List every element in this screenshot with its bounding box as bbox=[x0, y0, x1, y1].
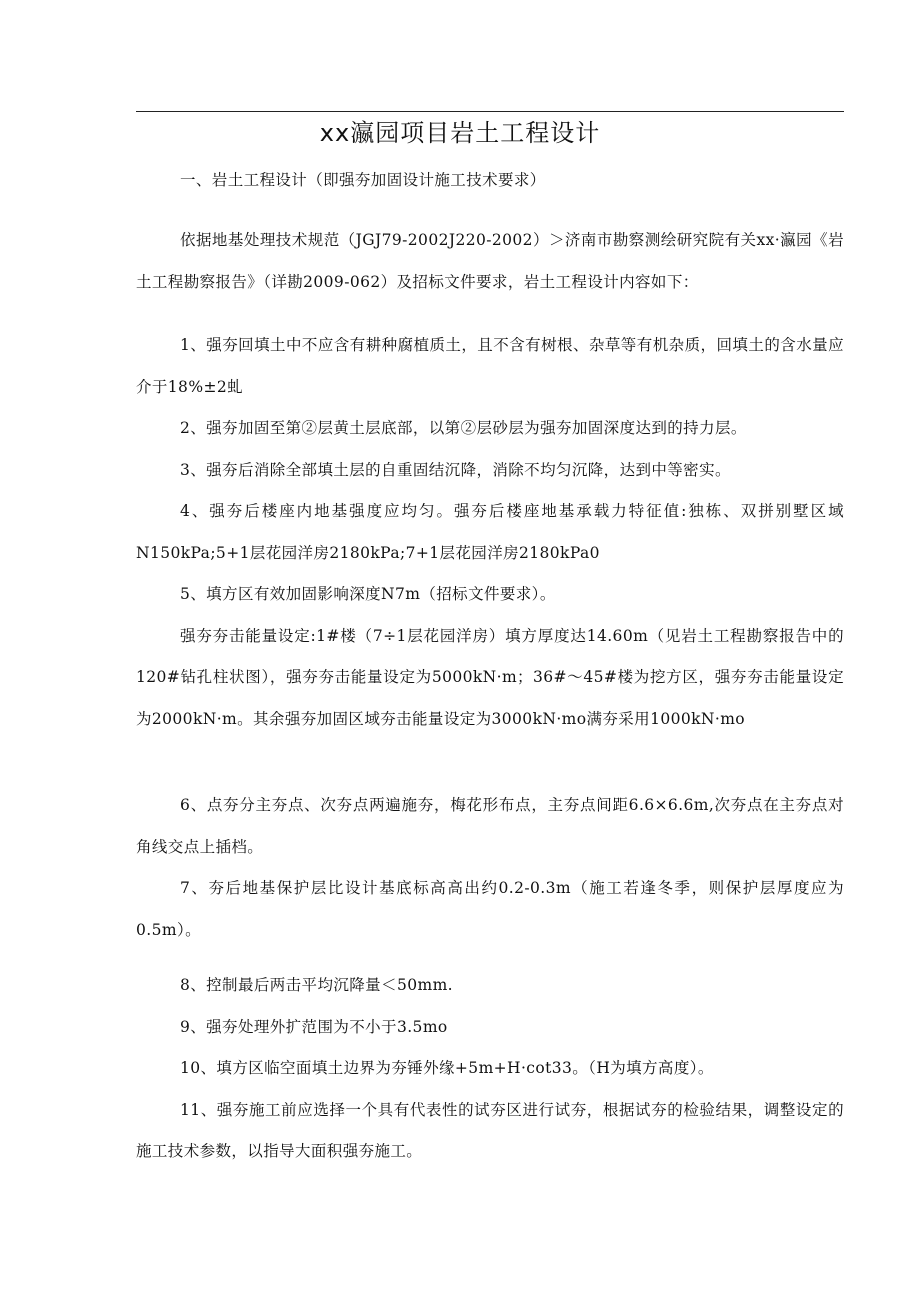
document-title: xx瀛园项目岩土工程设计 bbox=[319, 119, 601, 147]
section-heading: 一、岩土工程设计（即强夯加固设计施工技术要求） bbox=[180, 171, 546, 189]
requirement-item: 10、填方区临空面填土边界为夯锤外缘+5m+H·cot33。（H为填方高度）。 bbox=[180, 1059, 714, 1077]
energy-setting-paragraph: 强夯夯击能量设定:1#楼（7÷1层花园洋房）填方厚度达14.60m（见岩土工程勘察报告中的120#钻孔柱状图），强夯夯击能量设定为5000kN·m；36#～45#楼为挖方区，强夯夯击能量设定为2000kN·m。其余强夯加固区域夯击能量设定为3000kN·mo满夯采用1000kN·mo bbox=[136, 626, 844, 728]
requirements-list-part1 bbox=[136, 325, 844, 740]
requirements-list-part2 bbox=[136, 785, 844, 951]
intro-block bbox=[136, 220, 844, 303]
section-heading-block bbox=[136, 160, 844, 202]
requirement-item: 2、强夯加固至第②层黄土层底部，以第②层砂层为强夯加固深度达到的持力层。 bbox=[180, 419, 747, 437]
header-rule bbox=[136, 111, 844, 112]
requirement-item: 4、强夯后楼座内地基强度应均匀。强夯后楼座地基承载力特征值:独栋、双拼别墅区域N150kPa;5+1层花园洋房2180kPa;7+1层花园洋房2180kPa0 bbox=[136, 502, 844, 562]
requirement-item: 11、强夯施工前应选择一个具有代表性的试夯区进行试夯，根据试夯的检验结果，调整设定的施工技术参数，以指导大面积强夯施工。 bbox=[136, 1100, 844, 1160]
requirement-item: 6、点夯分主夯点、次夯点两遍施夯，梅花形布点，主夯点间距6.6×6.6m,次夯点在主夯点对角线交点上插档。 bbox=[136, 796, 844, 856]
requirements-list-part3 bbox=[136, 965, 844, 1173]
requirement-item: 3、强夯后消除全部填土层的自重固结沉降，消除不均匀沉降，达到中等密实。 bbox=[180, 460, 731, 479]
requirement-item: 1、强夯回填土中不应含有耕种腐植质土，且不含有树根、杂草等有机杂质，回填土的含水量应介于18%±2虬 bbox=[136, 336, 844, 396]
requirement-item: 5、填方区有效加固影响深度N7m（招标文件要求）。 bbox=[180, 585, 556, 603]
requirement-item: 9、强夯处理外扩范围为不小于3.5mo bbox=[180, 1017, 448, 1036]
requirement-item: 8、控制最后两击平均沉降量＜50mm. bbox=[180, 976, 454, 994]
requirement-item: 7、夯后地基保护层比设计基底标高高出约0.2-0.3m（施工若逢冬季，则保护层厚度应为0.5m）。 bbox=[136, 879, 844, 939]
intro-paragraph: 依据地基处理技术规范（JGJ79-2002J220-2002）＞济南市勘察测绘研究院有关xx·瀛园《岩土工程勘察报告》（详勘2009-062）及招标文件要求，岩土工程设计内容如下： bbox=[136, 231, 844, 291]
